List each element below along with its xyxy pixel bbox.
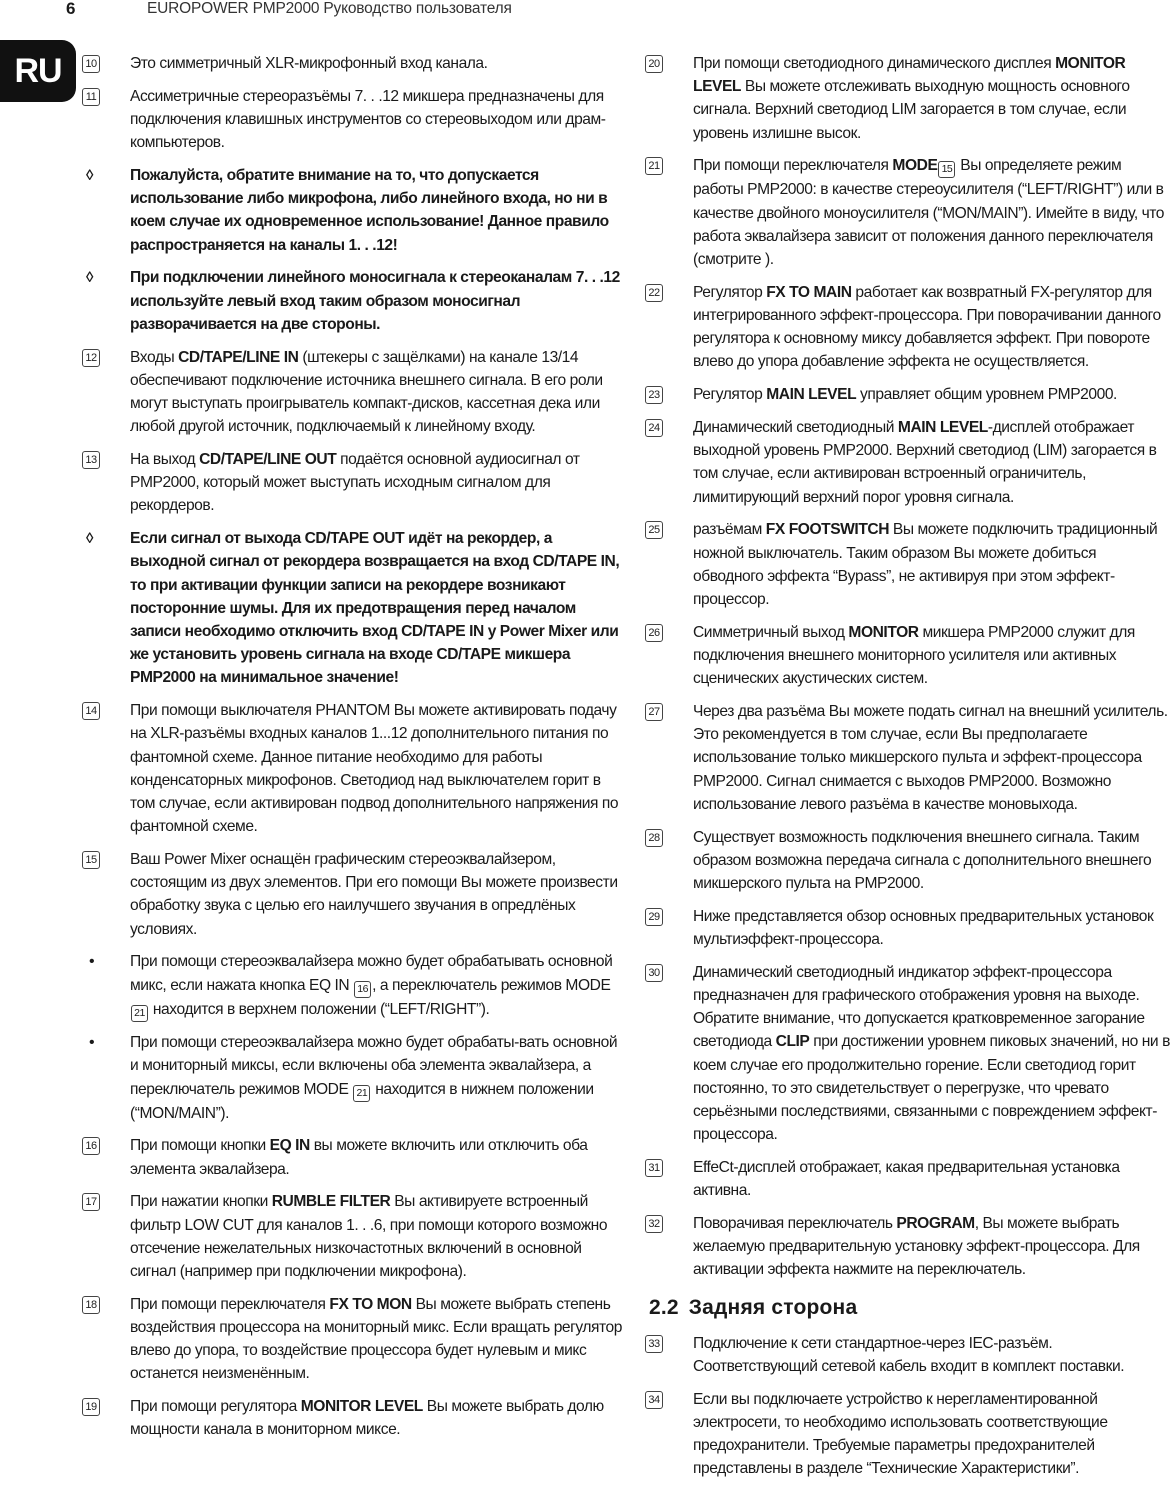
document-title: EUROPOWER PMP2000 Руководство пользователя [147, 0, 512, 17]
list-item [645, 700, 1170, 816]
list-item [82, 85, 622, 155]
item-text: Вы можете подключить традиционный ножной выключатель. Таким образом Вы можете добиться обводного эффекта “Bypass”, не активируя при этом эффект-процессор. [693, 521, 1158, 609]
item-number-badge: 17 [82, 1193, 100, 1211]
item-text: EffeCt-дисплей отображает, какая предварительная установка активна. [693, 1159, 1120, 1200]
item-number-badge: 32 [645, 1215, 663, 1233]
item-number-badge: 33 [645, 1335, 663, 1353]
item-bold-term: CLIP [775, 1033, 810, 1051]
diamond-icon: ◊ [86, 167, 93, 184]
item-text: -дисплей отображает выходной уровень PMP2000. Верхний светодиод (LIM) загорается в том случае, если активирован встроенный ограничитель, лимитирующий верхний порог уровня сигнала. [693, 419, 1157, 506]
item-number-badge: 28 [645, 829, 663, 847]
item-text: Регулятор [693, 386, 767, 404]
item-bold-term: MONITOR LEVEL [693, 55, 1126, 96]
item-bold-term: MAIN LEVEL [766, 386, 857, 404]
item-number-badge: 31 [645, 1159, 663, 1177]
item-bold-term: FX TO MAIN [766, 283, 852, 301]
bullet-item [82, 950, 622, 1021]
item-bold-term: MODE [892, 157, 938, 175]
item-text: микшера PMP2000 служит для подключения внешнего мониторного усилителя или активных сценических акустических систем. [693, 623, 1135, 688]
item-text: Ниже представляется обзор основных предварительных установок мультиэффект-процессора. [693, 907, 1154, 949]
list-item [82, 1293, 622, 1386]
item-text: вы можете включить или отключить оба элемента эквалайзера. [130, 1137, 588, 1178]
item-text: ). [765, 251, 774, 269]
list-item [82, 52, 622, 75]
item-bold-term: MONITOR [848, 623, 919, 641]
item-text: Вы можете отслеживать выходную мощность основного сигнала. Верхний светодиод LIM загорается в том случае, если уровень излишне высок. [693, 78, 1130, 142]
note-item [82, 527, 622, 689]
item-bold-term: PROGRAM [896, 1215, 975, 1233]
list-item [645, 1332, 1170, 1378]
item-number-badge: 22 [645, 284, 663, 302]
item-text: Вы можете выбрать степень воздействия процессора на мониторный микс. Если вращать регулятор влево до упора, то воздействие процессора будет нулевым и микс останется неизменённым. [130, 1295, 622, 1383]
language-tab: RU [0, 40, 76, 102]
item-text: На выход [130, 451, 200, 469]
note-item [82, 266, 622, 336]
item-text: Существует возможность подключения внешнего сигнала. Таким образом возможна передача сигнала с дополнительного внешнего микшерского пульта на PMP2000. [693, 828, 1152, 893]
item-number-badge: 11 [82, 88, 100, 106]
item-bold-term: MAIN LEVEL [897, 419, 988, 437]
item-text: находится в нижнем положении (“MON/MAIN”). [130, 1080, 594, 1122]
diamond-icon: ◊ [86, 530, 93, 548]
item-text: Вы активируете встроенный фильтр LOW CUT для каналов 1. . .6, при помощи которого возможно отсечение нежелательных низкочастотных включений в основной сигнал (например при подключении микрофона). [130, 1193, 608, 1281]
list-item [645, 961, 1170, 1147]
list-item [645, 905, 1170, 951]
bullet-item [82, 1031, 622, 1125]
item-text: При помощи стереоэквалайзера можно будет обрабаты-вать основной и мониторный миксы, если включены оба элемента эквалайзера, а переключатель режимов MODE [130, 1034, 618, 1098]
list-item [645, 281, 1170, 374]
list-item [82, 448, 622, 518]
item-bold-term: FX FOOTSWITCH [765, 521, 890, 539]
right-column [645, 52, 1170, 1490]
item-text: При нажатии кнопки [130, 1193, 272, 1211]
item-number-badge: 26 [645, 624, 663, 642]
item-text: (штекеры с защёлками) на канале 13/14 обеспечивают подключение источника внешнего сигнала. В его роли могут выступать проигрыватель компакт-дисков, кассетная дека или любой другой источник, подключаемый к линейному входу. [130, 348, 603, 436]
item-text: Если сигнал от выхода CD/TAPE OUT идёт на рекордер, а выходной сигнал от рекордера возвращается на вход CD/TAPE IN, то при активации функции записи на рекордере возникают посторонние шумы. Для их предотвращения перед началом записи необходимо отключить вход CD/TAPE IN у Power Mixer или же установить уровень сигнала на входе CD/TAPE микшера PMP2000 на минимальное значение! [130, 530, 620, 687]
item-number-badge: 13 [82, 451, 100, 469]
item-text: Если вы подключаете устройство к нерегламентированной электросети, то необходимо использовать соответствующие предохранители. Требуемые параметры предохранителей представлены в разделе “Технические Характеристики”. [693, 1390, 1108, 1478]
item-number-badge: 21 [645, 157, 663, 175]
item-number-badge: 24 [645, 419, 663, 437]
list-item [82, 848, 622, 941]
item-text: При помощи светодиодного динамического дисплея [693, 55, 1056, 72]
item-bold-term: RUMBLE FILTER [271, 1193, 391, 1211]
item-text: Динамический светодиодный [693, 419, 898, 437]
list-item [645, 383, 1170, 406]
item-number-badge: 14 [82, 702, 100, 720]
item-number-badge: 25 [645, 521, 663, 539]
item-bold-term: MONITOR LEVEL [300, 1398, 423, 1416]
item-text: Это симметричный XLR-микрофонный вход канала. [130, 55, 488, 72]
list-item [645, 1388, 1170, 1481]
list-item [82, 346, 622, 439]
item-text: , Вы можете выбрать желаемую предварительную установку эффект-процессора. Для активации эффекта нажмите на переключатель. [693, 1215, 1140, 1279]
note-item [82, 164, 622, 257]
item-text: Входы [130, 348, 179, 366]
item-bold-term: CD/TAPE/LINE IN [178, 348, 299, 366]
item-text: при достижении уровнем пиковых значений, но ни в коем случае его продолжительно горение. Если светодиод горит постоянно, то это свидетельствует о перегрузке, что чревато серьёзными последствиями, связанными с повреждением эффект-процессора. [693, 1033, 1170, 1144]
page-number: 6 [66, 0, 76, 18]
item-bold-term: CD/TAPE/LINE OUT [199, 451, 337, 469]
item-text: При помощи регулятора [130, 1398, 301, 1416]
item-bold-term: EQ IN [269, 1137, 310, 1155]
item-text: Поворачивая переключатель [693, 1215, 897, 1233]
item-text: При помощи переключателя [130, 1295, 330, 1313]
item-text: работает как возвратный FX-регулятор для интегрированного эффект-процессора. При поворачивании данного регулятора к основному миксу добавляется эффект. При повороте влево до упора добавление эффекта не осуществляется. [693, 283, 1161, 371]
item-text: При помощи переключателя [693, 157, 893, 175]
item-number-badge: 12 [82, 349, 100, 367]
item-reference-badge: 21 [353, 1085, 370, 1102]
bullet-icon: • [89, 953, 95, 971]
list-item [645, 154, 1170, 271]
item-number-badge: 34 [645, 1391, 663, 1409]
item-text: Через два разъёма Вы можете подать сигнал на внешний усилитель. Это рекомендуется в том случае, если Вы предполагаете использование только микшерского пульта и эффект-процессора PMP2000. Сигнал снимается с выходов PMP2000. Возможно использование левого разъёма в качестве моновыхода. [693, 703, 1168, 813]
list-item [82, 1134, 622, 1180]
list-item [645, 1156, 1170, 1202]
item-text: Симметричный выход [693, 623, 849, 641]
item-number-badge: 20 [645, 55, 663, 73]
list-item [645, 1212, 1170, 1282]
item-text: Регулятор [693, 283, 767, 301]
item-text: управляет общим уровнем PMP2000. [856, 386, 1117, 404]
item-number-badge: 27 [645, 703, 663, 721]
item-text: Вы можете выбрать долю мощности канала в мониторном миксе. [130, 1398, 604, 1439]
list-item [645, 621, 1170, 691]
item-number-badge: 23 [645, 386, 663, 404]
item-text: подаётся основной аудиосигнал от PMP2000, который может выступать исходным сигналом для рекордеров. [130, 451, 580, 515]
item-text: Ваш Power Mixer оснащён графическим стереоэквалайзером, состоящим из двух элементов. При его помощи Вы можете произвести обработку звука с целью его наилучшего звучания в опредлёных условиях. [130, 851, 618, 938]
item-reference-badge: 21 [131, 1005, 148, 1022]
list-item [645, 518, 1170, 611]
item-reference-badge: 15 [938, 161, 955, 178]
item-text: , а переключатель режимов MODE [372, 976, 611, 994]
item-number-badge: 10 [82, 55, 100, 73]
bullet-icon: • [89, 1034, 95, 1052]
item-number-badge: 30 [645, 964, 663, 982]
item-bold-term: FX TO MON [329, 1295, 412, 1313]
left-column [82, 52, 622, 1451]
item-text: При подключении линейного моносигнала к стереоканалам 7. . .12 используйте левый вход таким образом моносигнал разворачивается на две стороны. [130, 269, 620, 333]
item-number-badge: 15 [82, 851, 100, 869]
item-text: При помощи стереоэквалайзера можно будет обрабатывать основной микс, если нажата кнопка EQ IN [130, 953, 613, 994]
section-title: Задняя сторона [688, 1295, 858, 1319]
page-header [0, 0, 1170, 28]
list-item [82, 1395, 622, 1441]
item-text: Пожалуйста, обратите внимание на то, что допускается использование либо микрофона, либо линейного входа, но ни в коем случае их одновременное использование! Данное правило распространяется на каналы 1. . .12! [130, 167, 609, 254]
item-number-badge: 18 [82, 1296, 100, 1314]
diamond-icon: ◊ [86, 269, 93, 287]
item-text: Подключение к сети стандартное-через IEC-разъём. Соответствующий сетевой кабель входит в комплект поставки. [693, 1334, 1125, 1375]
item-text: разъёмам [693, 521, 766, 539]
item-text: Ассиметричные стереоразъёмы 7. . .12 микшера предназначены для подключения клавишных инструментов со стереовыходом или драм-компьютеров. [130, 87, 606, 152]
section-number: 2.2 [649, 1295, 679, 1319]
item-number-badge: 16 [82, 1137, 100, 1155]
list-item [645, 416, 1170, 509]
section-heading [649, 1296, 1170, 1320]
item-text: При помощи кнопки [130, 1137, 270, 1155]
item-number-badge: 29 [645, 908, 663, 926]
item-reference-badge: 16 [354, 981, 371, 998]
list-item [645, 52, 1170, 145]
list-item [82, 699, 622, 838]
list-item [82, 1190, 622, 1283]
list-item [645, 826, 1170, 896]
item-number-badge: 19 [82, 1398, 100, 1416]
item-text: Вы определяете режим работы PMP2000: в качестве стереоусилителя (“LEFT/RIGHT”) или в качестве двойного моноусилителя (“MON/MAIN”). Имейте в виду, что работа эквалайзера зависит от положения данного переключателя (смотрите [693, 157, 1164, 269]
item-text: находится в верхнем положении (“LEFT/RIGHT”). [149, 1000, 490, 1018]
item-text: При помощи выключателя PHANTOM Вы можете активировать подачу на XLR-разъёмы входных каналов 1...12 дополнительного питания по фантомной схеме. Данное питание необходимо для работы конденсаторных микрофонов. Светодиод над выключателем горит в том случае, если активирован подвод дополнительного напряжения по фантомной схеме. [130, 702, 619, 836]
item-text: Динамический светодиодный индикатор эффект-процессора предназначен для графического отображения уровня на выходе. Обратите внимание, что допускается кратковременное загорание светодиода [693, 963, 1145, 1051]
